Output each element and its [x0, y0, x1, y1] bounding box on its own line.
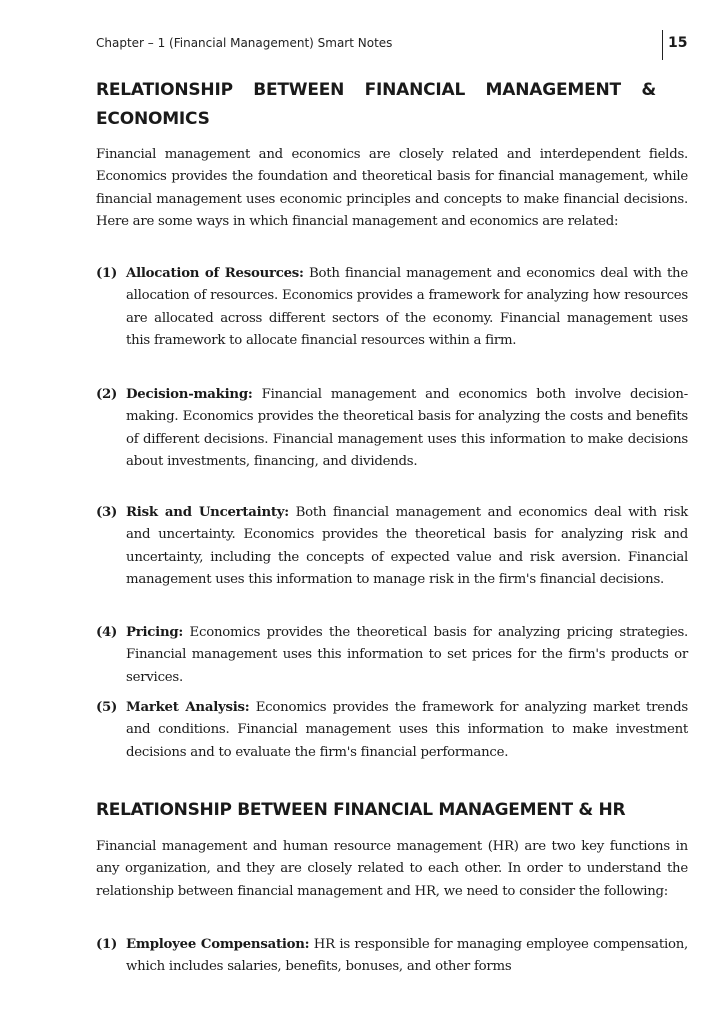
heading-word: BETWEEN — [253, 80, 345, 100]
list-item — [96, 263, 688, 353]
item-term: Pricing: — [126, 625, 184, 640]
heading-line2: ECONOMICS — [96, 109, 210, 129]
item-number: (1) — [96, 266, 118, 281]
list-item — [96, 622, 688, 689]
item-term: Market Analysis: — [126, 700, 250, 715]
intro-paragraph-economics: Financial management and economics are closely related and interdependent fields. Economics provides the foundation and theoretical basis for financial management, while financial management uses economic principles and concepts to make financial decisions. Here are some ways in which financial management and economics are related: — [96, 147, 688, 230]
item-body: HR is responsible for managing employee compensation, which includes salaries, benefits, bonuses, and other forms — [126, 937, 688, 975]
item-text — [126, 263, 688, 353]
intro-paragraph-hr: Financial management and human resource management (HR) are two key functions in any organization, and they are closely related to each other. In order to understand the relationship between financial management and HR, we need to consider the following: — [96, 839, 688, 899]
page-number: 15 — [662, 30, 687, 60]
item-term: Allocation of Resources: — [126, 266, 304, 281]
item-body: Financial management and economics both involve decision-making. Economics provides the theoretical basis for analyzing the costs and benefits of different decisions. Financial management uses this information to make decisions about investments, financing, and dividends. — [126, 387, 688, 470]
item-text — [126, 502, 688, 592]
item-term: Risk and Uncertainty: — [126, 505, 289, 520]
item-number: (2) — [96, 387, 118, 402]
item-term: Decision-making: — [126, 387, 253, 402]
section-heading-hr: RELATIONSHIP BETWEEN FINANCIAL MANAGEMENT & HR — [96, 800, 626, 820]
item-number: (1) — [96, 937, 118, 952]
item-text — [126, 697, 688, 764]
item-body: Economics provides the theoretical basis for analyzing pricing strategies. Financial management uses this information to set prices for the firm's products or services. — [126, 625, 688, 685]
list-item — [96, 697, 688, 764]
list-item — [96, 934, 688, 979]
item-body: Both financial management and economics deal with the allocation of resources. Economics provides a framework for analyzing how resources are allocated across different sectors of the economy. Financial management uses this framework to allocate financial resources within a firm. — [126, 266, 688, 349]
item-text — [126, 622, 688, 689]
heading-word: FINANCIAL — [364, 80, 466, 100]
section-heading-economics — [96, 76, 656, 134]
item-number: (4) — [96, 625, 118, 640]
running-header: Chapter – 1 (Financial Management) Smart Notes — [96, 36, 393, 50]
heading-word: & — [641, 80, 656, 100]
item-number: (3) — [96, 505, 118, 520]
item-body: Economics provides the framework for analyzing market trends and conditions. Financial management uses this information to make investment decisions and to evaluate the firm's financial performance. — [126, 700, 688, 760]
item-text — [126, 384, 688, 474]
item-body: Both financial management and economics deal with risk and uncertainty. Economics provides the theoretical basis for analyzing risk and uncertainty, including the concepts of expected value and risk aversion. Financial management uses this information to manage risk in the firm's financial decisions. — [126, 505, 688, 588]
item-number: (5) — [96, 700, 118, 715]
list-item — [96, 384, 688, 474]
list-item — [96, 502, 688, 592]
item-text — [126, 934, 688, 979]
item-term: Employee Compensation: — [126, 937, 310, 952]
heading-word: RELATIONSHIP — [96, 80, 233, 100]
heading-word: MANAGEMENT — [485, 80, 621, 100]
